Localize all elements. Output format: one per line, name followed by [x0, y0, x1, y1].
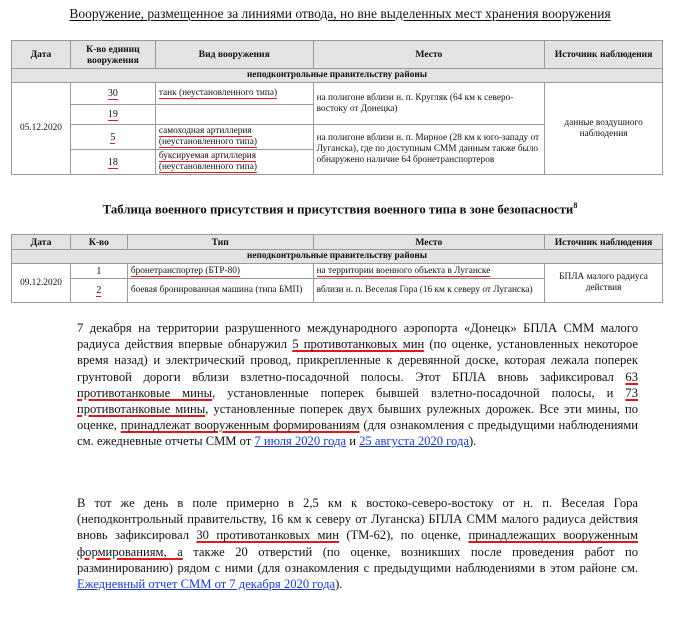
- col-date: Дата: [12, 41, 71, 69]
- col-type: Тип: [127, 235, 313, 250]
- table-header-row: [12, 235, 663, 250]
- link-report-july[interactable]: 7 июля 2020 года: [254, 434, 347, 449]
- vehicle-type: бронетранспортер (БТР-80): [130, 265, 241, 276]
- qty-value: 1: [70, 264, 127, 279]
- weapon-type: танк (неустановленного типа): [158, 88, 278, 98]
- source-cell: БПЛА малого радиуса действия: [545, 264, 663, 303]
- table-header-row: [12, 41, 663, 69]
- col-date: Дата: [12, 235, 71, 250]
- qty-value: 18: [107, 156, 118, 168]
- presence-table: [11, 234, 663, 303]
- subheader-row: неподконтрольные правительству районы: [12, 250, 663, 264]
- col-place: Место: [313, 235, 545, 250]
- source-cell: данные воздушного наблюдения: [545, 83, 663, 175]
- paragraph-mines-airport: 7 декабря на территории разрушенного международного аэропорта «Донецк» БПЛА СММ малого радиуса действия впервые обнаружил 5 противотанковых мин (по оценке, установленных некоторое время назад) и электрический провод, прикрепленные к деревянной доске, которая лежала поперек грунтовой дороги вблизи взлетно-посадочной полосы. Этот БПЛА вновь зафиксировал 63 противотанковые мины, установленные поперек бывшей взлетно-посадочной полосы, и 73 противотанковые мины, установленные поперек двух бывших рулежных дорожек. Все эти мины, по оценке, принадлежат вооруженным формированиям (для ознакомления с предыдущими наблюдениями см. ежедневные отчеты СММ от 7 июля 2020 года и 25 августа 2020 года).: [77, 321, 638, 449]
- col-place: Место: [313, 41, 545, 69]
- place-cell: на полигоне вблизи н. п. Мирное (28 км к юго-западу от Луганска), где по доступным СММ данным также было обнаружено наличие 64 бронетранспортеров: [313, 125, 545, 175]
- weapons-table: [11, 40, 663, 175]
- col-source: Источник наблюдения: [545, 235, 663, 250]
- place-cell: на полигоне вблизи н. п. Кругляк (64 км к северо-востоку от Донецка): [313, 83, 545, 125]
- link-report-august[interactable]: 25 августа 2020 года: [359, 434, 469, 449]
- weapon-type: самоходная артиллерия (неустановленного типа): [158, 126, 257, 147]
- place-cell: на территории военного объекта в Луганске: [316, 265, 491, 276]
- paragraph-mines-veselaya-gora: В тот же день в поле примерно в 2,5 км к востоко-северо-востоку от н. п. Веселая Гора (неподконтрольный правительству, 16 км к северу от Луганска) БПЛА СММ малого радиуса действия вновь зафиксировал 30 противотанковых мин (ТМ-62), по оценке, принадлежащих вооруженным формированиям, а также 20 отверстий (по оценке, возникших после проведения работ по разминированию) рядом с ними (для ознакомления с предыдущими наблюдениями в этом районе см. Ежедневный отчет СММ от 7 декабря 2020 года).: [77, 496, 638, 592]
- weapon-type: [155, 105, 313, 125]
- qty-value: 30: [107, 88, 118, 99]
- qty-value: 19: [107, 109, 118, 120]
- link-report-december[interactable]: Ежедневный отчет СММ от 7 декабря 2020 года: [77, 577, 336, 592]
- subheader-row: неподконтрольные правительству районы: [12, 69, 663, 83]
- weapon-type: буксируемая артиллерия (неустановленного типа): [158, 151, 257, 172]
- table-row: [12, 83, 663, 105]
- date-cell: 09.12.2020: [12, 264, 71, 303]
- col-qty: К-во единиц вооружения: [70, 41, 155, 69]
- qty-value: 5: [110, 131, 116, 143]
- date-cell: 05.12.2020: [12, 83, 71, 175]
- qty-value: 2: [96, 285, 102, 296]
- vehicle-type: боевая бронированная машина (типа БМП): [127, 279, 313, 303]
- section-title-presence: Таблица военного присутствия и присутствия военного типа в зоне безопасности$^8$: [102, 201, 578, 217]
- table-row: [12, 264, 663, 279]
- place-cell: вблизи н. п. Веселая Гора (16 км к северу от Луганска): [313, 279, 545, 303]
- col-qty: К-во: [70, 235, 127, 250]
- section-title-weapons: Вооружение, размещенное за линиями отвода, но вне выделенных мест хранения вооружения: [69, 6, 611, 21]
- col-type: Вид вооружения: [155, 41, 313, 69]
- col-source: Источник наблюдения: [545, 41, 663, 69]
